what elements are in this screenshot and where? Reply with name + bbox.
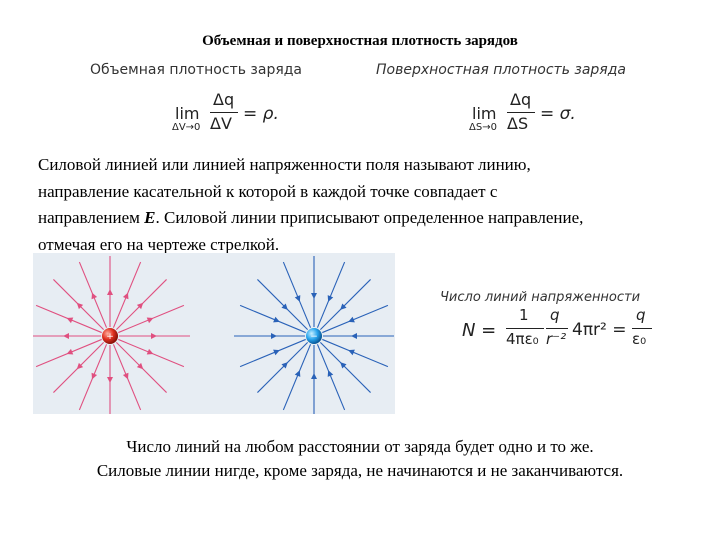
field-lines-svg: [33, 253, 395, 414]
numerator: Δq: [510, 90, 532, 109]
vector-symbol: E: [144, 208, 156, 227]
numerator: Δq: [213, 90, 235, 109]
positive-field-arrow: [63, 333, 69, 339]
denominator: ΔS: [507, 114, 529, 133]
fraction-1-num: 1: [519, 306, 529, 324]
fraction-1-den: 4πε₀: [506, 330, 539, 348]
field-lines-diagram: [33, 253, 395, 414]
volume-density-label: Объемная плотность заряда: [90, 62, 303, 78]
fraction-2-den: r⁻²: [546, 330, 567, 348]
positive-field-arrow: [107, 377, 113, 383]
footer-line-1: Число линий на любом расстоянии от заряда будет одно и то же.: [126, 437, 594, 456]
positive-field-arrow: [151, 333, 157, 339]
fraction-bar: [210, 112, 238, 113]
negative-field-line: [257, 279, 307, 329]
text-fragment: направлением: [38, 208, 145, 227]
lines-count-label: Число линий напряженности: [440, 290, 641, 305]
negative-field-arrow: [351, 333, 357, 339]
paragraph-line: [38, 205, 698, 232]
formula-middle: 4πr² =: [572, 320, 627, 340]
negative-field-arrow: [271, 333, 277, 339]
lines-count-formula: [462, 306, 662, 356]
fraction-3-num: q: [636, 306, 646, 324]
limit-subscript: ΔV→0: [172, 122, 201, 133]
volume-density-formula: [172, 90, 292, 140]
negative-sign: −: [310, 332, 318, 342]
negative-field-arrow: [311, 293, 317, 299]
paragraph-line: отмечая его на чертеже стрелкой.: [38, 234, 280, 254]
fraction-bar: [632, 328, 652, 329]
negative-field-line: [320, 279, 370, 329]
formula-result: = ρ.: [243, 104, 279, 124]
negative-field-line: [317, 344, 344, 410]
surface-density-formula: [469, 90, 589, 140]
text-fragment: . Силовой линии приписывают определенное направление,: [155, 208, 584, 227]
fraction-bar: [506, 328, 544, 329]
paragraph-line: Силовой линией или линией напряженности поля называют линию,: [38, 155, 531, 174]
lim-text: lim: [472, 104, 497, 123]
negative-field-arrow: [311, 373, 317, 379]
lim-text: lim: [175, 104, 200, 123]
negative-field-line: [240, 305, 306, 332]
negative-field-line: [322, 339, 388, 366]
surface-density-label: Поверхностная плотность заряда: [376, 62, 626, 78]
negative-field-line: [257, 342, 307, 392]
slide-title: Объемная и поверхностная плотность зарядов: [202, 33, 518, 49]
negative-field-line: [283, 262, 310, 328]
negative-field-line: [240, 339, 306, 366]
negative-field-line: [320, 342, 370, 392]
fraction-2-num: q: [550, 306, 560, 324]
formula-lhs: N =: [462, 320, 497, 341]
limit-subscript: ΔS→0: [469, 122, 497, 133]
fraction-3-den: ε₀: [632, 330, 647, 348]
formula-result: = σ.: [540, 104, 576, 124]
footer-line-2: Силовые линии нигде, кроме заряда, не начинаются и не заканчиваются.: [96, 461, 624, 480]
denominator: ΔV: [210, 114, 232, 133]
fraction-bar: [507, 112, 535, 113]
paragraph-line: направление касательной к которой в каждой точке совпадает с: [38, 181, 498, 201]
fraction-bar: [546, 328, 568, 329]
negative-field-line: [283, 344, 310, 410]
negative-field-line: [317, 262, 344, 328]
field-line-definition: [38, 152, 698, 258]
negative-field-line: [322, 305, 388, 332]
positive-sign: +: [106, 332, 114, 342]
positive-field-arrow: [107, 289, 113, 295]
